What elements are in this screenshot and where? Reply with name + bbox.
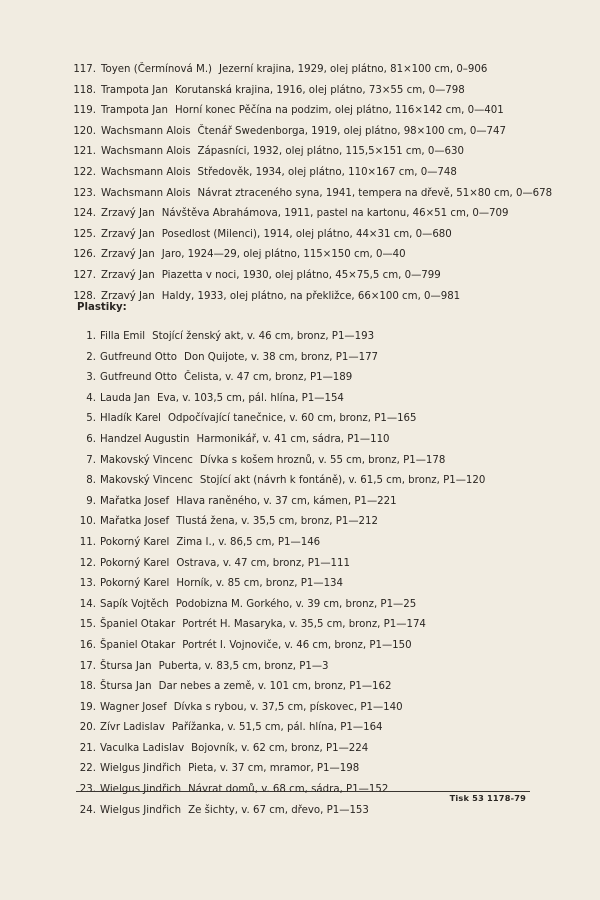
entry-number: 7. xyxy=(86,454,96,466)
entry-text xyxy=(101,245,406,266)
entry-work: Tlustá žena, v. 35,5 cm, bronz, P1—212 xyxy=(176,516,378,528)
sculptures-heading: Plastiky: xyxy=(77,302,127,313)
entry-artist: Gutfreund Otto xyxy=(100,351,178,363)
entry-artist: Zrzavý Jan xyxy=(101,228,155,240)
entry-work: Návštěva Abrahámova, 1911, pastel na kartonu, 46×51 cm, 0—709 xyxy=(161,208,509,220)
entry-text xyxy=(100,389,344,410)
catalog-entry xyxy=(0,657,600,678)
entry-text xyxy=(101,163,457,184)
catalog-entry xyxy=(0,368,600,389)
catalog-entry xyxy=(0,512,600,533)
entry-text xyxy=(100,554,350,575)
entry-work: Harmonikář, v. 41 cm, sádra, P1—110 xyxy=(196,433,390,445)
entry-artist: Wagner Josef xyxy=(100,701,167,713)
entry-text xyxy=(100,718,383,739)
entry-number: 13. xyxy=(79,578,96,590)
entry-number: 16. xyxy=(79,639,96,651)
catalog-entry xyxy=(0,698,600,719)
entry-artist: Mařatka Josef xyxy=(100,516,170,528)
entry-artist: Wachsmann Alois xyxy=(101,166,191,178)
entry-work: Podobizna M. Gorkého, v. 39 cm, bronz, P1—25 xyxy=(175,598,417,610)
entry-artist: Sapík Vojtěch xyxy=(100,598,169,610)
entry-number: 121. xyxy=(73,146,96,158)
entry-work: Portrét I. Vojnoviče, v. 46 cm, bronz, P1—150 xyxy=(182,639,412,651)
entry-artist: Hladík Karel xyxy=(100,413,161,425)
entry-number: 117. xyxy=(73,64,96,75)
entry-work: Posedlost (Milenci), 1914, olej plátno, 44×31 cm, 0—680 xyxy=(161,228,452,240)
catalog-entry xyxy=(0,533,600,554)
entry-text xyxy=(101,266,441,287)
entry-work: Čtenář Swedenborga, 1919, olej plátno, 98×100 cm, 0—747 xyxy=(197,125,506,137)
catalog-entry xyxy=(0,60,600,81)
entry-text xyxy=(101,204,508,225)
entry-number: 123. xyxy=(73,187,96,199)
catalog-entry xyxy=(0,574,600,595)
entry-artist: Makovský Vincenc xyxy=(100,475,193,487)
entry-artist: Zívr Ladislav xyxy=(100,722,165,734)
entry-artist: Filla Emil xyxy=(100,331,146,342)
catalog-entry xyxy=(0,718,600,739)
catalog-entry xyxy=(0,389,600,410)
entry-text xyxy=(100,451,445,472)
catalog-entry xyxy=(0,451,600,472)
entry-work: Hlava raněného, v. 37 cm, kámen, P1—221 xyxy=(176,495,397,507)
entry-work: Stojící ženský akt, v. 46 cm, bronz, P1—193 xyxy=(152,331,375,342)
entry-text xyxy=(101,101,504,122)
entry-work: Návrat ztraceného syna, 1941, tempera na dřevě, 51×80 cm, 0—678 xyxy=(197,187,553,199)
entry-text xyxy=(101,287,460,308)
entry-text xyxy=(100,533,320,554)
footer-rule xyxy=(76,791,530,792)
entry-text xyxy=(100,348,378,369)
catalog-entry xyxy=(0,615,600,636)
entry-text xyxy=(100,409,417,430)
catalog-entry xyxy=(0,430,600,451)
catalog-entry xyxy=(0,204,600,225)
catalog-entry xyxy=(0,677,600,698)
entry-number: 120. xyxy=(73,125,96,137)
entry-text xyxy=(101,142,464,163)
entry-work: Ze šichty, v. 67 cm, dřevo, P1—153 xyxy=(188,804,369,816)
entry-artist: Pokorný Karel xyxy=(100,536,170,548)
entry-text xyxy=(100,512,378,533)
entry-number: 3. xyxy=(86,372,96,384)
entry-text xyxy=(100,327,374,348)
catalog-entry xyxy=(0,595,600,616)
entry-text xyxy=(100,657,329,678)
entry-text xyxy=(100,471,485,492)
entry-artist: Pokorný Karel xyxy=(100,578,170,590)
entry-artist: Gutfreund Otto xyxy=(100,372,178,384)
entry-artist: Španiel Otakar xyxy=(100,639,176,651)
catalog-entry xyxy=(0,492,600,513)
catalog-entry xyxy=(0,266,600,287)
entry-text xyxy=(101,81,465,102)
sculptures-list xyxy=(0,327,600,821)
entry-number: 128. xyxy=(73,290,96,302)
entry-artist: Mařatka Josef xyxy=(100,495,170,507)
entry-work: Středověk, 1934, olej plátno, 110×167 cm, 0—748 xyxy=(197,166,457,178)
entry-work: Pieta, v. 37 cm, mramor, P1—198 xyxy=(188,763,360,775)
entry-artist: Wielgus Jindřich xyxy=(100,784,182,796)
catalog-entry xyxy=(0,101,600,122)
entry-number: 12. xyxy=(79,557,96,569)
entry-artist: Wielgus Jindřich xyxy=(100,804,182,816)
entry-text xyxy=(101,122,506,143)
entry-number: 5. xyxy=(86,413,96,425)
entry-number: 21. xyxy=(79,742,96,754)
catalog-entry xyxy=(0,739,600,760)
entry-artist: Vaculka Ladislav xyxy=(100,742,185,754)
entry-work: Piazetta v noci, 1930, olej plátno, 45×75,5 cm, 0—799 xyxy=(161,269,441,281)
entry-text xyxy=(100,430,390,451)
entry-artist: Zrzavý Jan xyxy=(101,290,155,302)
entry-artist: Trampota Jan xyxy=(101,84,168,96)
entry-text xyxy=(101,225,452,246)
entry-work: Zápasníci, 1932, olej plátno, 115,5×151 cm, 0—630 xyxy=(197,146,464,158)
entry-artist: Zrzavý Jan xyxy=(101,269,155,281)
entry-text xyxy=(100,595,416,616)
entry-artist: Toyen (Čermínová M.) xyxy=(101,64,213,75)
entry-work: Haldy, 1933, olej plátno, na překližce, 66×100 cm, 0—981 xyxy=(161,290,461,302)
catalog-entry xyxy=(0,348,600,369)
entry-number: 22. xyxy=(79,763,96,775)
entry-text xyxy=(101,60,487,81)
entry-number: 19. xyxy=(79,701,96,713)
entry-artist: Handzel Augustin xyxy=(100,433,190,445)
entry-number: 9. xyxy=(86,495,96,507)
entry-artist: Wachsmann Alois xyxy=(101,125,191,137)
entry-work: Bojovník, v. 62 cm, bronz, P1—224 xyxy=(191,742,369,754)
entry-text xyxy=(100,801,369,822)
entry-work: Dívka s rybou, v. 37,5 cm, pískovec, P1—140 xyxy=(173,701,403,713)
entry-work: Portrét H. Masaryka, v. 35,5 cm, bronz, P1—174 xyxy=(182,619,426,631)
entry-number: 1. xyxy=(86,331,96,342)
entry-number: 14. xyxy=(79,598,96,610)
entry-work: Stojící akt (návrh k fontáně), v. 61,5 cm, bronz, P1—120 xyxy=(199,475,486,487)
entry-artist: Lauda Jan xyxy=(100,392,151,404)
catalog-entry xyxy=(0,801,600,822)
entry-text xyxy=(100,615,426,636)
entry-artist: Wachsmann Alois xyxy=(101,146,191,158)
entry-work: Jezerní krajina, 1929, olej plátno, 81×100 cm, 0–906 xyxy=(219,64,488,75)
entry-number: 23. xyxy=(79,784,96,796)
catalog-entry xyxy=(0,225,600,246)
entry-work: Zima I., v. 86,5 cm, P1—146 xyxy=(176,536,321,548)
entry-number: 8. xyxy=(86,475,96,487)
entry-number: 20. xyxy=(79,722,96,734)
catalog-entry xyxy=(0,184,600,205)
entry-work: Pařížanka, v. 51,5 cm, pál. hlína, P1—164 xyxy=(171,722,383,734)
entry-text xyxy=(101,184,552,205)
entry-number: 127. xyxy=(73,269,96,281)
entry-number: 10. xyxy=(79,516,96,528)
entry-artist: Štursa Jan xyxy=(100,681,152,693)
catalog-entry xyxy=(0,142,600,163)
entry-number: 119. xyxy=(73,105,96,117)
entry-work: Čelista, v. 47 cm, bronz, P1—189 xyxy=(184,372,353,384)
catalog-entry xyxy=(0,81,600,102)
entry-number: 6. xyxy=(86,433,96,445)
entry-text xyxy=(100,698,403,719)
entry-number: 18. xyxy=(79,681,96,693)
entry-work: Korutanská krajina, 1916, olej plátno, 73×55 cm, 0—798 xyxy=(174,84,465,96)
entry-text xyxy=(100,574,343,595)
catalog-entry xyxy=(0,554,600,575)
entry-work: Odpočívající tanečnice, v. 60 cm, bronz, P1—165 xyxy=(167,413,417,425)
entry-artist: Zrzavý Jan xyxy=(101,249,155,261)
entry-work: Puberta, v. 83,5 cm, bronz, P1—3 xyxy=(158,660,329,672)
catalog-entry xyxy=(0,245,600,266)
catalog-entry xyxy=(0,122,600,143)
entry-artist: Makovský Vincenc xyxy=(100,454,193,466)
entry-text xyxy=(100,739,368,760)
entry-text xyxy=(100,759,359,780)
entry-text xyxy=(100,677,392,698)
entry-text xyxy=(100,492,397,513)
entry-number: 122. xyxy=(73,166,96,178)
entry-number: 125. xyxy=(73,228,96,240)
entry-work: Eva, v. 103,5 cm, pál. hlína, P1—154 xyxy=(157,392,344,404)
catalog-entry xyxy=(0,327,600,348)
entry-work: Dívka s košem hroznů, v. 55 cm, bronz, P1—178 xyxy=(199,454,446,466)
entry-work: Horní konec Pěčína na podzim, olej plátno, 116×142 cm, 0—401 xyxy=(174,105,504,117)
entry-work: Ostrava, v. 47 cm, bronz, P1—111 xyxy=(176,557,350,569)
catalog-entry xyxy=(0,471,600,492)
catalog-entry xyxy=(0,409,600,430)
catalog-entry xyxy=(0,636,600,657)
entry-artist: Trampota Jan xyxy=(101,105,168,117)
entry-number: 11. xyxy=(79,536,96,548)
entry-work: Horník, v. 85 cm, bronz, P1—134 xyxy=(176,578,344,590)
entry-work: Don Quijote, v. 38 cm, bronz, P1—177 xyxy=(184,351,379,363)
entry-number: 24. xyxy=(79,804,96,816)
entry-artist: Wachsmann Alois xyxy=(101,187,191,199)
entry-artist: Španiel Otakar xyxy=(100,619,176,631)
print-note: Tisk 53 1178-79 xyxy=(449,793,526,803)
entry-artist: Pokorný Karel xyxy=(100,557,170,569)
entry-work: Jaro, 1924—29, olej plátno, 115×150 cm, 0—40 xyxy=(161,249,406,261)
entry-artist: Zrzavý Jan xyxy=(101,208,155,220)
entry-work: Dar nebes a země, v. 101 cm, bronz, P1—162 xyxy=(158,681,392,693)
entry-number: 2. xyxy=(86,351,96,363)
entry-number: 124. xyxy=(73,208,96,220)
catalog-entry xyxy=(0,759,600,780)
entry-text xyxy=(100,636,412,657)
catalog-entry xyxy=(0,163,600,184)
entry-artist: Štursa Jan xyxy=(100,660,152,672)
entry-number: 4. xyxy=(86,392,96,404)
entry-number: 126. xyxy=(73,249,96,261)
entry-text xyxy=(100,368,352,389)
entry-work: Návrat domů, v. 68 cm, sádra, P1—152 xyxy=(188,784,389,796)
entry-number: 17. xyxy=(79,660,96,672)
paintings-list xyxy=(0,60,600,307)
entry-number: 118. xyxy=(73,84,96,96)
entry-number: 15. xyxy=(79,619,96,631)
entry-artist: Wielgus Jindřich xyxy=(100,763,182,775)
